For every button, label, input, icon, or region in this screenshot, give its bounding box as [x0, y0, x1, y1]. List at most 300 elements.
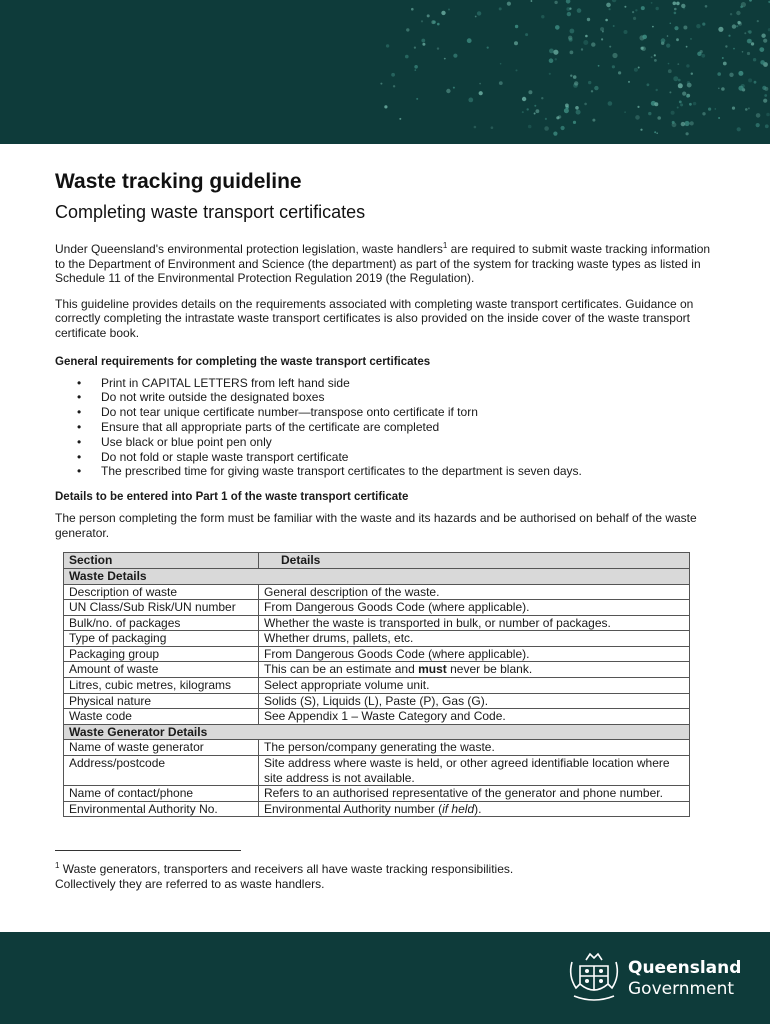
- dot-decoration: [671, 111, 675, 115]
- dot-decoration: [406, 28, 409, 31]
- cell-section: Waste code: [64, 709, 259, 725]
- dot-decoration: [667, 35, 669, 37]
- dot-decoration: [729, 73, 733, 77]
- dot-decoration: [624, 6, 626, 8]
- dot-decoration: [468, 98, 473, 103]
- cell-section: Amount of waste: [64, 662, 259, 678]
- intro-paragraph-2: This guideline provides details on the requirements associated with completing waste transport certificates. Guidance on correctly completing the intrastate waste transport certificates is also provided on the inside cover of the waste transport certificate book.: [55, 296, 694, 340]
- list-item: [55, 405, 720, 420]
- table-body: [64, 568, 690, 817]
- table-row: [64, 709, 690, 725]
- dot-decoration: [681, 4, 685, 8]
- dot-decoration: [528, 90, 532, 94]
- dot-decoration: [553, 50, 558, 55]
- dot-decoration: [444, 58, 446, 60]
- dot-decoration: [405, 55, 409, 59]
- dot-decoration: [609, 46, 611, 48]
- dot-decoration: [605, 19, 608, 22]
- dot-decoration: [522, 111, 524, 113]
- dot-decoration: [689, 103, 692, 106]
- dot-decoration: [516, 69, 518, 71]
- dot-decoration: [754, 81, 757, 84]
- dot-decoration: [725, 45, 727, 47]
- dot-decoration: [676, 2, 680, 6]
- cell-section: UN Class/Sub Risk/UN number: [64, 600, 259, 616]
- dot-decoration: [612, 0, 616, 2]
- dot-decoration: [745, 108, 748, 111]
- dot-decoration: [683, 26, 687, 30]
- cell-section: Name of contact/phone: [64, 786, 259, 802]
- dot-decoration: [565, 104, 569, 108]
- intro-paragraph-1: [55, 242, 720, 286]
- dot-decoration: [433, 21, 436, 24]
- table-row: [64, 615, 690, 631]
- list-item: [55, 464, 720, 479]
- dot-decoration: [680, 103, 683, 106]
- dot-decoration: [764, 94, 767, 97]
- dot-decoration: [380, 83, 382, 85]
- dot-decoration: [705, 5, 708, 8]
- dot-decoration: [640, 129, 642, 131]
- dot-decoration: [686, 64, 689, 67]
- dot-decoration: [668, 69, 672, 73]
- list-item-text: Do not fold or staple waste transport certificate: [101, 449, 349, 464]
- table-row: [64, 584, 690, 600]
- footnote-divider: [55, 850, 241, 851]
- cell-section: Name of waste generator: [64, 740, 259, 756]
- dot-decoration: [393, 85, 395, 87]
- list-item-text: Print in CAPITAL LETTERS from left hand side: [101, 375, 350, 390]
- intro-p1-text-a: Under Queensland's environmental protection legislation, waste handlers: [55, 242, 443, 256]
- cell-details: The person/company generating the waste.: [259, 740, 690, 756]
- dot-decoration: [479, 83, 481, 85]
- dot-decoration: [534, 105, 536, 107]
- footnote-ref: 1: [442, 241, 448, 250]
- dot-decoration: [549, 49, 554, 54]
- dot-decoration: [583, 40, 588, 45]
- dot-decoration: [728, 35, 730, 37]
- dot-decoration: [732, 107, 735, 110]
- dot-decoration: [673, 2, 677, 6]
- cell-details: From Dangerous Goods Code (where applicable).: [259, 600, 690, 616]
- logo-text-queensland: Queensland: [628, 958, 742, 978]
- list-item: [55, 420, 720, 435]
- dot-decoration: [762, 86, 766, 90]
- dot-decoration: [672, 121, 675, 124]
- dot-decoration: [763, 99, 767, 103]
- table-row: [64, 756, 690, 786]
- list-item: [55, 390, 720, 405]
- bullet-icon: •: [77, 405, 82, 420]
- group-heading: Waste Details: [64, 568, 690, 584]
- column-header-section: Section: [64, 553, 259, 569]
- dot-decoration: [748, 30, 751, 33]
- dot-decoration: [722, 57, 724, 59]
- queensland-crest-icon: [566, 950, 622, 1006]
- dot-decoration: [657, 116, 661, 120]
- dot-decoration: [386, 44, 389, 47]
- page-subtitle: Completing waste transport certificates: [55, 202, 366, 222]
- dot-decoration: [448, 9, 450, 11]
- part1-intro: The person completing the form must be familiar with the waste and its hazards and be authorised on behalf of the waste generator.: [55, 511, 697, 540]
- table-group-row: [64, 724, 690, 740]
- dot-decoration: [737, 127, 741, 131]
- bullet-icon: •: [77, 419, 82, 434]
- dot-decoration: [587, 18, 590, 21]
- dot-decoration: [544, 126, 549, 131]
- cell-details: See Appendix 1 – Waste Category and Code.: [259, 709, 690, 725]
- dot-decoration: [747, 52, 750, 55]
- list-item-text: Ensure that all appropriate parts of the certificate are completed: [101, 419, 440, 434]
- cell-details: [259, 662, 690, 678]
- dot-decoration: [736, 11, 740, 15]
- dot-pattern-decoration: [0, 0, 770, 144]
- dot-decoration: [576, 110, 581, 115]
- dot-decoration: [564, 108, 569, 113]
- list-item: [55, 450, 720, 465]
- dot-decoration: [648, 112, 651, 115]
- dot-decoration: [570, 75, 572, 77]
- footnote-line-1: [55, 862, 655, 877]
- cell-details: Site address where waste is held, or other agreed identifiable location where site address is not available.: [259, 756, 690, 786]
- table-row: [64, 646, 690, 662]
- dot-decoration: [654, 131, 656, 133]
- dot-decoration: [756, 123, 760, 127]
- dot-decoration: [697, 52, 701, 56]
- dot-decoration: [666, 44, 670, 48]
- dot-decoration: [585, 35, 588, 38]
- cell-section: Physical nature: [64, 693, 259, 709]
- dot-decoration: [437, 47, 439, 49]
- dot-decoration: [531, 0, 533, 2]
- dot-decoration: [718, 88, 720, 90]
- cell-details: Whether the waste is transported in bulk, or number of packages.: [259, 615, 690, 631]
- cell-text: never be blank.: [446, 662, 533, 677]
- dot-decoration: [749, 0, 752, 2]
- dot-decoration: [678, 79, 681, 82]
- dot-decoration: [514, 41, 518, 45]
- dot-decoration: [554, 1, 557, 4]
- dot-decoration: [591, 90, 593, 92]
- cell-section: Litres, cubic metres, kilograms: [64, 678, 259, 694]
- dot-decoration: [744, 32, 746, 34]
- dot-decoration: [522, 97, 526, 101]
- dot-decoration: [691, 73, 693, 75]
- dot-decoration: [477, 11, 481, 15]
- table-row: [64, 600, 690, 616]
- dot-decoration: [718, 117, 720, 119]
- footnote-text-1: Waste generators, transporters and receivers all have waste tracking responsibilities.: [59, 862, 514, 876]
- dot-decoration: [637, 106, 639, 108]
- dot-decoration: [684, 121, 689, 126]
- dot-decoration: [421, 20, 423, 22]
- dot-decoration: [525, 33, 528, 36]
- dot-decoration: [757, 20, 759, 22]
- cell-section: Address/postcode: [64, 756, 259, 786]
- dot-decoration: [549, 73, 551, 75]
- table-header-row: [64, 553, 690, 569]
- table-row: [64, 786, 690, 802]
- dot-decoration: [618, 71, 621, 74]
- dot-decoration: [687, 81, 690, 84]
- dot-decoration: [588, 81, 591, 84]
- dot-decoration: [598, 65, 600, 67]
- dot-decoration: [499, 81, 503, 85]
- dot-decoration: [569, 38, 573, 42]
- general-requirements-heading: General requirements for completing the waste transport certificates: [55, 355, 431, 368]
- dot-decoration: [738, 22, 742, 26]
- document-body: [55, 168, 720, 817]
- dot-decoration: [414, 65, 418, 69]
- dot-decoration: [756, 113, 761, 118]
- dot-decoration: [570, 51, 574, 55]
- dot-decoration: [555, 25, 560, 30]
- dot-decoration: [487, 47, 489, 49]
- dot-decoration: [647, 83, 650, 86]
- dot-decoration: [567, 12, 571, 16]
- cell-text: ).: [474, 801, 482, 816]
- dot-decoration: [740, 6, 743, 9]
- dot-decoration: [575, 106, 579, 110]
- dot-decoration: [541, 97, 543, 99]
- dot-decoration: [555, 58, 557, 60]
- dot-decoration: [693, 102, 696, 105]
- dot-decoration: [678, 83, 683, 88]
- dot-decoration: [584, 103, 587, 106]
- group-heading: Waste Generator Details: [64, 724, 690, 740]
- dot-decoration: [634, 68, 638, 72]
- dot-decoration: [566, 7, 570, 11]
- dot-decoration: [656, 7, 659, 10]
- dot-decoration: [717, 72, 721, 76]
- cell-section: Environmental Authority No.: [64, 801, 259, 817]
- dot-decoration: [654, 102, 658, 106]
- dot-decoration: [414, 47, 416, 49]
- cell-section: Packaging group: [64, 646, 259, 662]
- dot-decoration: [549, 58, 554, 63]
- table-group-row: [64, 568, 690, 584]
- dot-decoration: [632, 11, 634, 13]
- dot-decoration: [577, 8, 582, 13]
- footnote-line-2: Collectively they are referred to as waste handlers.: [55, 877, 325, 891]
- dot-decoration: [427, 14, 430, 17]
- dot-decoration: [527, 108, 529, 110]
- dot-decoration: [633, 17, 636, 20]
- intro-p1-text-b: are required to submit waste tracking information to the Department of Environment and Science (the department) as part of the system for tracking waste types as listed in Schedule 11 of the Environmental Protection Regulation 2019 (the Regulation).: [55, 242, 711, 286]
- cell-details: Solids (S), Liquids (L), Paste (P), Gas (G).: [259, 693, 690, 709]
- dot-decoration: [738, 71, 743, 76]
- dot-decoration: [594, 86, 598, 90]
- part1-heading: Details to be entered into Part 1 of the waste transport certificate: [55, 491, 409, 504]
- dot-decoration: [573, 75, 577, 79]
- dot-decoration: [654, 54, 656, 56]
- cell-details: Whether drums, pallets, etc.: [259, 631, 690, 647]
- dot-decoration: [422, 43, 425, 46]
- list-item-text: Use black or blue point pen only: [101, 434, 272, 449]
- dot-decoration: [702, 112, 705, 115]
- cell-section: Type of packaging: [64, 631, 259, 647]
- list-item: [55, 376, 720, 391]
- dot-decoration: [677, 107, 679, 109]
- dot-decoration: [763, 39, 767, 43]
- dot-decoration: [732, 24, 736, 28]
- dot-decoration: [602, 31, 604, 33]
- dot-decoration: [748, 107, 750, 109]
- cell-details: Refers to an authorised representative of the generator and phone number.: [259, 786, 690, 802]
- dot-decoration: [573, 121, 576, 124]
- dot-decoration: [670, 23, 672, 25]
- dot-decoration: [765, 124, 769, 128]
- dot-decoration: [500, 63, 502, 65]
- dot-decoration: [437, 23, 440, 26]
- dot-decoration: [601, 38, 603, 40]
- dot-decoration: [411, 8, 414, 11]
- dot-decoration: [609, 8, 611, 10]
- dot-decoration: [696, 24, 700, 28]
- dot-decoration: [708, 108, 711, 111]
- cell-section: Bulk/no. of packages: [64, 615, 259, 631]
- dot-decoration: [673, 76, 678, 81]
- dot-decoration: [760, 60, 765, 65]
- dot-decoration: [690, 121, 694, 125]
- dot-decoration: [515, 25, 518, 28]
- dot-decoration: [561, 126, 565, 130]
- dot-decoration: [384, 105, 387, 108]
- dot-decoration: [733, 48, 735, 50]
- dot-decoration: [730, 13, 732, 15]
- footnote-marker: 1: [55, 861, 60, 870]
- dot-decoration: [747, 39, 752, 44]
- dot-decoration: [591, 42, 595, 46]
- italic-text: if held: [442, 801, 475, 816]
- dot-decoration: [753, 58, 756, 61]
- dot-decoration: [581, 48, 583, 50]
- dot-decoration: [606, 3, 611, 8]
- cell-details: From Dangerous Goods Code (where applicable).: [259, 646, 690, 662]
- table-row: [64, 801, 690, 817]
- dot-decoration: [574, 81, 578, 85]
- dot-decoration: [499, 7, 502, 10]
- dot-decoration: [742, 51, 744, 53]
- dot-decoration: [479, 91, 483, 95]
- bullet-icon: •: [77, 449, 82, 464]
- dot-decoration: [674, 26, 678, 30]
- dot-decoration: [656, 132, 658, 134]
- dot-decoration: [682, 92, 686, 96]
- dot-decoration: [534, 113, 536, 115]
- dot-decoration: [446, 89, 450, 93]
- dot-decoration: [651, 2, 653, 4]
- dot-decoration: [654, 59, 657, 62]
- dot-decoration: [668, 63, 670, 65]
- dot-decoration: [686, 95, 689, 98]
- dot-decoration: [453, 54, 457, 58]
- dot-decoration: [441, 11, 445, 15]
- emphasis-text: must: [418, 662, 447, 677]
- bullet-icon: •: [77, 375, 82, 390]
- dot-decoration: [453, 87, 455, 89]
- logo-text-government: Government: [628, 979, 735, 999]
- dot-decoration: [624, 30, 628, 34]
- dot-decoration: [507, 2, 511, 6]
- dot-decoration: [467, 38, 472, 43]
- dot-decoration: [391, 73, 395, 77]
- table-row: [64, 693, 690, 709]
- column-header-details: Details: [259, 553, 690, 569]
- dot-decoration: [759, 47, 764, 52]
- dot-decoration: [474, 126, 477, 129]
- dot-decoration: [669, 91, 671, 93]
- dot-decoration: [608, 101, 613, 106]
- requirements-list: [55, 376, 720, 480]
- dot-decoration: [545, 118, 547, 120]
- dot-decoration: [718, 27, 723, 32]
- dot-decoration: [635, 9, 637, 11]
- dot-decoration: [566, 0, 571, 4]
- dot-decoration: [624, 111, 626, 113]
- details-table: [63, 552, 690, 817]
- dot-decoration: [613, 25, 615, 27]
- list-item: [55, 435, 720, 450]
- dot-decoration: [553, 132, 557, 136]
- dot-decoration: [656, 89, 658, 91]
- dot-decoration: [641, 46, 646, 51]
- list-item-text: Do not write outside the designated boxes: [101, 390, 325, 405]
- dot-decoration: [475, 16, 477, 18]
- dot-decoration: [600, 27, 604, 31]
- queensland-government-logo: [566, 950, 742, 1006]
- dot-decoration: [541, 15, 544, 18]
- dot-decoration: [641, 6, 645, 10]
- dot-decoration: [638, 67, 640, 69]
- dot-decoration: [635, 115, 640, 120]
- dot-decoration: [416, 98, 418, 100]
- cell-text: Environmental Authority number (: [264, 801, 443, 816]
- dot-decoration: [766, 113, 770, 117]
- bullet-icon: •: [77, 434, 82, 449]
- dot-decoration: [536, 109, 540, 113]
- dot-decoration: [642, 35, 647, 40]
- header-banner: [0, 0, 770, 144]
- table-row: [64, 740, 690, 756]
- dot-decoration: [761, 34, 765, 38]
- dot-decoration: [748, 78, 752, 82]
- dot-decoration: [686, 132, 689, 135]
- table-row: [64, 678, 690, 694]
- table-row: [64, 631, 690, 647]
- dot-decoration: [661, 38, 666, 43]
- list-item-text: The prescribed time for giving waste transport certificates to the department is seven days.: [101, 464, 582, 479]
- cell-section: Description of waste: [64, 584, 259, 600]
- dot-decoration: [674, 8, 677, 11]
- dot-decoration: [679, 101, 682, 104]
- dot-decoration: [528, 125, 532, 129]
- dot-decoration: [652, 26, 654, 28]
- dot-decoration: [628, 81, 630, 83]
- dot-decoration: [723, 62, 727, 66]
- cell-details: General description of the waste.: [259, 584, 690, 600]
- page-title: Waste tracking guideline: [55, 170, 302, 193]
- list-item-text: Do not tear unique certificate number—transpose onto certificate if torn: [101, 405, 478, 420]
- dot-decoration: [399, 118, 401, 120]
- dot-decoration: [674, 12, 677, 15]
- dot-decoration: [702, 23, 705, 26]
- dot-decoration: [701, 54, 705, 58]
- dot-decoration: [415, 69, 417, 71]
- dot-decoration: [721, 87, 725, 91]
- dot-decoration: [612, 65, 615, 68]
- dot-decoration: [558, 115, 561, 118]
